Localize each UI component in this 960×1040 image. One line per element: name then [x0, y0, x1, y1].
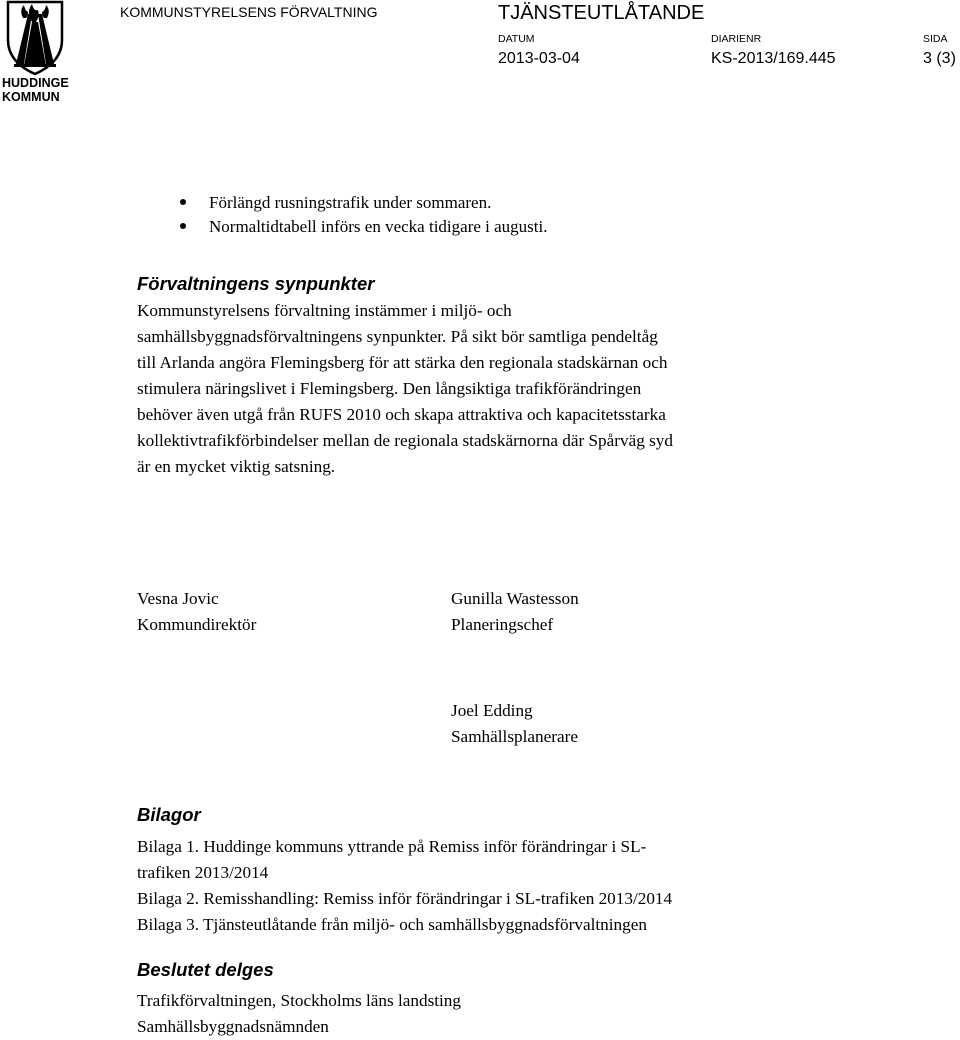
paragraph-line: stimulera näringslivet i Flemingsberg. Den långsiktiga trafikförändringen	[137, 379, 642, 398]
department-name: KOMMUNSTYRELSENS FÖRVALTNING	[120, 4, 378, 20]
recipient-line: Trafikförvaltningen, Stockholms läns landsting	[137, 991, 461, 1010]
reference-value: KS-2013/169.445	[711, 50, 836, 67]
opinion-heading: Förvaltningens synpunkter	[137, 273, 375, 294]
reference-label: DIARIENR	[711, 33, 762, 45]
signatory-title: Planeringschef	[451, 615, 554, 634]
list-item-text: Förlängd rusningstrafik under sommaren.	[209, 193, 492, 212]
recipient-line: Samhällsbyggnadsnämnden	[137, 1017, 329, 1036]
logo-text-line: HUDDINGE	[2, 76, 69, 90]
paragraph-line: är en mycket viktig satsning.	[137, 457, 336, 476]
coat-of-arms-icon	[2, 0, 68, 76]
signatory-title: Samhällsplanerare	[451, 727, 578, 746]
signatory-name: Joel Edding	[451, 701, 533, 720]
bullet-list	[180, 191, 547, 239]
attachments-list	[137, 834, 857, 938]
date-label: DATUM	[498, 33, 535, 45]
opinion-paragraph	[137, 298, 857, 480]
logo-text-line: KOMMUN	[2, 90, 60, 104]
paragraph-line: till Arlanda angöra Flemingsberg för att stärka den regionala stadskärnan och	[137, 353, 668, 372]
signature-block	[451, 586, 579, 638]
attachments-heading: Bilagor	[137, 804, 201, 825]
document-type: TJÄNSTEUTLÅTANDE	[498, 2, 705, 24]
attachment-line: Bilaga 1. Huddinge kommuns yttrande på Remiss inför förändringar i SL-	[137, 837, 647, 856]
signature-block	[137, 586, 256, 638]
bullet-icon	[180, 223, 186, 229]
date-value: 2013-03-04	[498, 50, 580, 67]
signatory-name: Gunilla Wastesson	[451, 589, 579, 608]
attachment-line: trafiken 2013/2014	[137, 863, 269, 882]
attachment-line: Bilaga 3. Tjänsteutlåtande från miljö- och samhällsbyggnadsförvaltningen	[137, 915, 647, 934]
page-label: SIDA	[923, 33, 948, 45]
list-item	[180, 191, 547, 215]
attachment-line: Bilaga 2. Remisshandling: Remiss inför förändringar i SL-trafiken 2013/2014	[137, 889, 673, 908]
paragraph-line: Kommunstyrelsens förvaltning instämmer i miljö- och	[137, 301, 512, 320]
signature-block	[451, 698, 578, 750]
paragraph-line: behöver även utgå från RUFS 2010 och skapa attraktiva och kapacitetsstarka	[137, 405, 666, 424]
list-item-text: Normaltidtabell införs en vecka tidigare i augusti.	[209, 217, 548, 236]
signatory-name: Vesna Jovic	[137, 589, 219, 608]
paragraph-line: kollektivtrafikförbindelser mellan de regionala stadskärnorna där Spårväg syd	[137, 431, 673, 450]
bullet-icon	[180, 199, 186, 205]
distribution-heading: Beslutet delges	[137, 959, 274, 980]
distribution-list	[137, 988, 857, 1040]
signatory-title: Kommundirektör	[137, 615, 257, 634]
page-number: 3 (3)	[923, 50, 956, 67]
paragraph-line: samhällsbyggnadsförvaltningens synpunkter. På sikt bör samtliga pendeltåg	[137, 327, 658, 346]
huddinge-logo	[2, 0, 68, 108]
list-item	[180, 215, 547, 239]
